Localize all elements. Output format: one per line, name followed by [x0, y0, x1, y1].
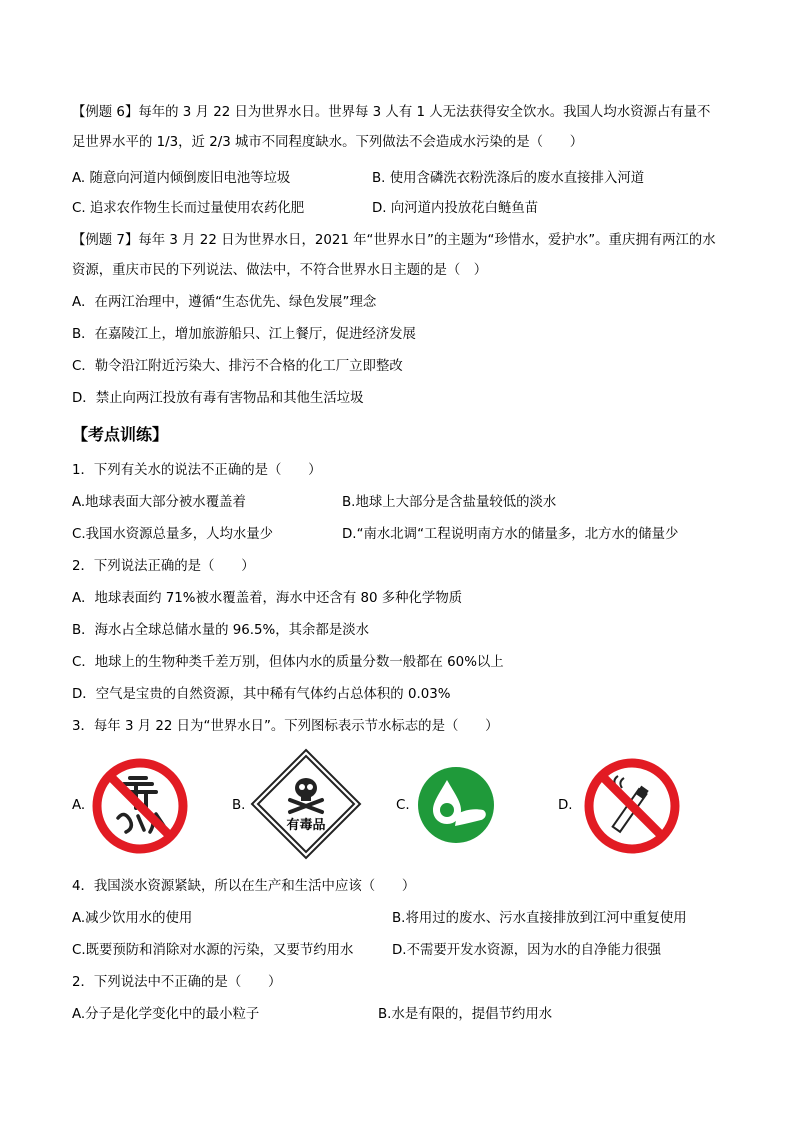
q3-stem: 3．每年 3 月 22 日为“世界水日”。下列图标表示节水标志的是（ ） — [72, 719, 499, 734]
q1-stem: 1．下列有关水的说法不正确的是（ ） — [72, 463, 322, 478]
q3-label-a: A. — [72, 798, 86, 813]
water-saving-icon — [417, 766, 495, 844]
q2-option-a: A．地球表面约 71%被水覆盖着，海水中还含有 80 多种化学物质 — [72, 591, 463, 606]
q1-option-d: D.“南水北调“工程说明南方水的储量多，北方水的储量少 — [342, 527, 679, 542]
no-dumping-icon — [90, 756, 190, 856]
toxic-label: 有毒品 — [286, 818, 326, 833]
q4-option-d: D.不需要开发水资源，因为水的自净能力很强 — [392, 943, 661, 958]
example-6-option-a: A. 随意向河道内倾倒废旧电池等垃圾 — [72, 171, 291, 186]
q3-label-b: B. — [232, 798, 246, 813]
q4-stem: 4．我国淡水资源紧缺，所以在生产和生活中应该（ ） — [72, 879, 416, 894]
example-6-option-c: C. 追求农作物生长而过量使用农药化肥 — [72, 201, 305, 216]
q4-option-b: B.将用过的废水、污水直接排放到江河中重复使用 — [392, 911, 687, 926]
q2-option-c: C．地球上的生物种类千差万别，但体内水的质量分数一般都在 60%以上 — [72, 655, 504, 670]
example-7-option-b: B．在嘉陵江上，增加旅游船只、江上餐厅，促进经济发展 — [72, 327, 416, 342]
q3-label-d: D. — [558, 798, 573, 813]
q1-option-a: A.地球表面大部分被水覆盖着 — [72, 495, 246, 510]
example-7-option-c: C．勒令沿江附近污染大、排污不合格的化工厂立即整改 — [72, 359, 403, 374]
q1-option-b: B.地球上大部分是含盐量较低的淡水 — [342, 495, 557, 510]
q4-option-c: C.既要预防和消除对水源的污染，又要节约用水 — [72, 943, 354, 958]
example-7-option-a: A．在两江治理中，遵循“生态优先、绿色发展”理念 — [72, 295, 377, 310]
toxic-icon — [250, 748, 362, 860]
q5-stem: 2．下列说法中不正确的是（ ） — [72, 975, 282, 990]
no-smoking-icon — [582, 756, 682, 856]
example-6-stem-line2: 足世界水平的 1/3，近 2/3 城市不同程度缺水。下列做法不会造成水污染的是（ ） — [72, 135, 584, 150]
example-7-stem-line1: 【例题 7】每年 3 月 22 日为世界水日，2021 年“世界水日”的主题为“珍惜水，爱护水”。重庆拥有两江的水 — [72, 233, 716, 248]
q2-option-b: B．海水占全球总储水量的 96.5%，其余都是淡水 — [72, 623, 370, 638]
q5-option-b: B.水是有限的，提倡节约用水 — [378, 1007, 553, 1022]
q3-label-c: C. — [396, 798, 410, 813]
example-6-stem-line1: 【例题 6】每年的 3 月 22 日为世界水日。世界每 3 人有 1 人无法获得安全饮水。我国人均水资源占有量不 — [72, 105, 711, 120]
section-title: 【考点训练】 — [72, 425, 169, 444]
example-6-option-d: D. 向河道内投放花白鲢鱼苗 — [372, 201, 539, 216]
example-7-stem-line2: 资源，重庆市民的下列说法、做法中，不符合世界水日主题的是（ ） — [72, 263, 488, 278]
q2-option-d: D．空气是宝贵的自然资源，其中稀有气体约占总体积的 0.03% — [72, 687, 451, 702]
q5-option-a: A.分子是化学变化中的最小粒子 — [72, 1007, 260, 1022]
example-6-option-b: B. 使用含磷洗衣粉洗涤后的废水直接排入河道 — [372, 171, 645, 186]
example-7-option-d: D．禁止向两江投放有毒有害物品和其他生活垃圾 — [72, 391, 364, 406]
q1-option-c: C.我国水资源总量多，人均水量少 — [72, 527, 274, 542]
q4-option-a: A.减少饮用水的使用 — [72, 911, 193, 926]
q2-stem: 2．下列说法正确的是（ ） — [72, 559, 255, 574]
